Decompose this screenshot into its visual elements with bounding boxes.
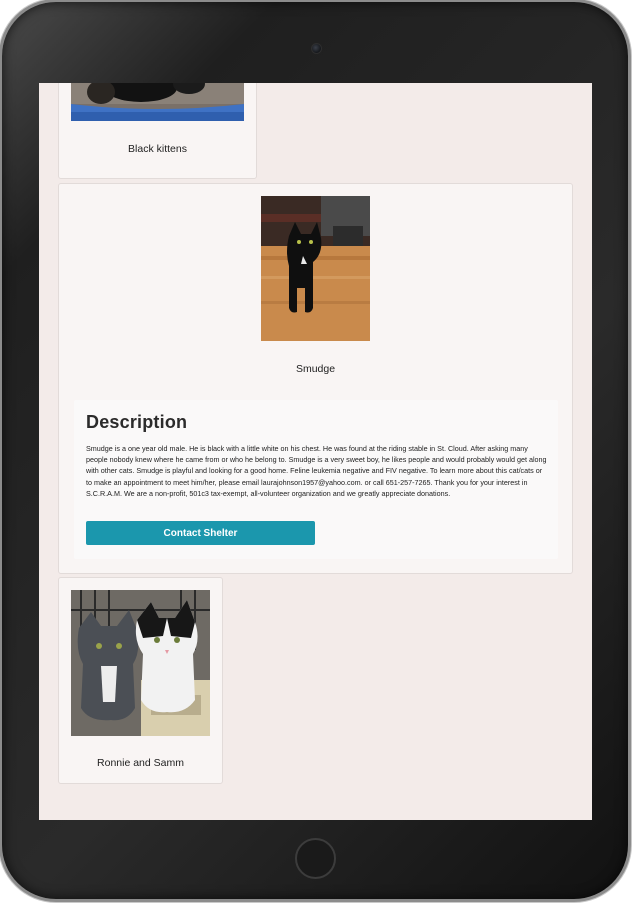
listing-card-ronnie-and-samm[interactable] — [58, 577, 223, 784]
listing-card-smudge — [58, 183, 573, 574]
listing-card-black-kittens[interactable] — [58, 83, 257, 179]
black-kittens-photo[interactable] — [71, 83, 244, 121]
camera-icon — [311, 43, 322, 54]
listing-caption: Ronnie and Samm — [97, 757, 184, 769]
description-heading: Description — [86, 412, 188, 432]
ronnie-and-samm-photo[interactable] — [71, 590, 210, 736]
listing-caption: Black kittens — [128, 143, 187, 155]
tablet-frame — [2, 2, 628, 899]
description-text: Smudge is a one year old male. He is black with a little white on his chest. He was found at the riding stable in St. Cloud. After asking many people nobody knew where he came from or who he belong to. Smudge is a very sweet boy, he likes people and would probably would get along with other cats. Smudge is playful and looking for a good home. Feline leukemia negative and FIV negative. To learn more about this cat/cats or to make an appointment to meet him/her, please email laurajohnson1957@yahoo.com. or call 651-257-7265. Thank you for your interest in S.C.R.A.M. We are a non-profit, 501c3 tax-exempt, all-volunteer organization and we greatly appreciate donations. — [86, 444, 547, 498]
smudge-photo[interactable] — [261, 196, 370, 341]
screen — [39, 83, 592, 820]
home-button[interactable] — [295, 838, 336, 879]
listing-caption: Smudge — [295, 363, 336, 375]
description-panel — [74, 400, 558, 559]
contact-shelter-button[interactable]: Contact Shelter — [86, 521, 315, 545]
